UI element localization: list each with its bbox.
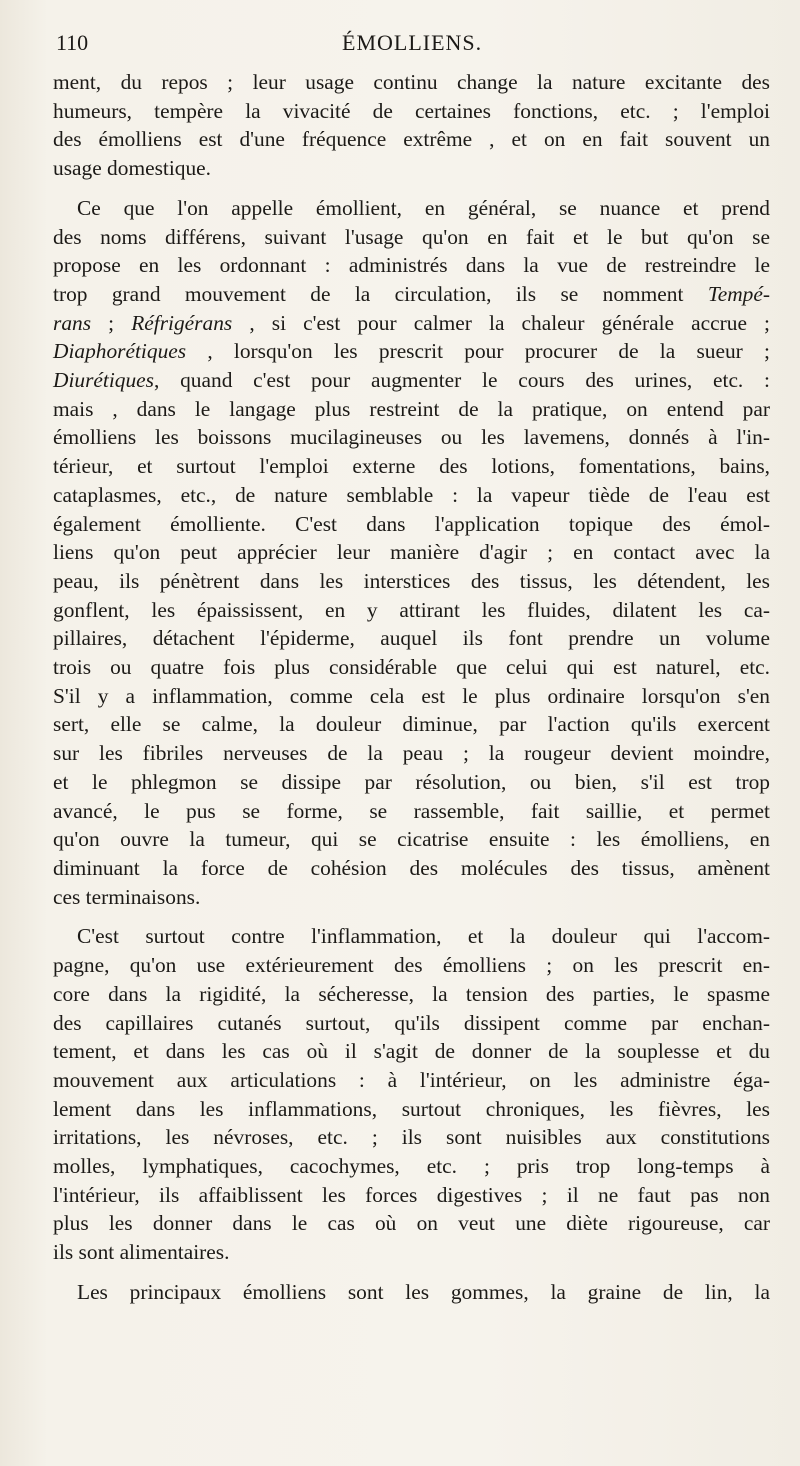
text-line: et le phlegmon se dissipe par résolution, ou bien, s'il est trop xyxy=(53,769,770,794)
text-line: Diaphorétiques , lorsqu'on les prescrit pour procurer de la sueur ; xyxy=(53,339,770,364)
text-line: C'est surtout contre l'inflammation, et la douleur qui l'accom- xyxy=(77,924,770,949)
paragraph-gap xyxy=(53,911,770,922)
text-line: cataplasmes, etc., de nature semblable : la vapeur tiède de l'eau est xyxy=(53,482,770,507)
text-line: irritations, les névroses, etc. ; ils sont nuisibles aux constitutions xyxy=(53,1125,770,1150)
text-line: lement dans les inflammations, surtout chroniques, les fièvres, les xyxy=(53,1096,770,1121)
text-line: des noms différens, suivant l'usage qu'on en fait et le but qu'on se xyxy=(53,224,770,249)
text-line: également émolliente. C'est dans l'application topique des émol- xyxy=(53,511,770,536)
text-line: diminuant la force de cohésion des molécules des tissus, amènent xyxy=(53,855,770,880)
text-line: des émolliens est d'une fréquence extrême , et on en fait souvent un xyxy=(53,127,770,152)
text-line: qu'on ouvre la tumeur, qui se cicatrise ensuite : les émolliens, en xyxy=(53,827,770,852)
text-line: des capillaires cutanés surtout, qu'ils dissipent comme par enchan- xyxy=(53,1010,770,1035)
text-line: sur les fibriles nerveuses de la peau ; la rougeur devient moindre, xyxy=(53,741,770,766)
text-line: tement, et dans les cas où il s'agit de donner de la souplesse et du xyxy=(53,1039,770,1064)
body-text xyxy=(53,68,770,1307)
text-line: Les principaux émolliens sont les gommes, la graine de lin, la xyxy=(77,1279,770,1304)
text-line: Diurétiques, quand c'est pour augmenter le cours des urines, etc. : xyxy=(53,368,770,393)
text-line: trois ou quatre fois plus considérable que celui qui est naturel, etc. xyxy=(53,655,770,680)
text-line: pagne, qu'on use extérieurement des émolliens ; on les prescrit en- xyxy=(53,953,770,978)
text-line: ment, du repos ; leur usage continu change la nature excitante des xyxy=(53,70,770,94)
text-line: mouvement aux articulations : à l'intérieur, on les administre éga- xyxy=(53,1067,770,1092)
page-header xyxy=(56,30,786,60)
text-line: émolliens les boissons mucilagineuses ou les lavemens, donnés à l'in- xyxy=(53,425,770,450)
page-number: 110 xyxy=(56,30,89,55)
paragraph xyxy=(53,922,770,1266)
text-line: sert, elle se calme, la douleur diminue, par l'action qu'ils exercent xyxy=(53,712,770,737)
running-title: ÉMOLLIENS. xyxy=(342,30,483,55)
text-line: térieur, et surtout l'emploi externe des lotions, fomentations, bains, xyxy=(53,454,770,479)
text-line: pillaires, détachent l'épiderme, auquel ils font prendre un volume xyxy=(53,626,770,651)
text-line: molles, lymphatiques, cacochymes, etc. ; pris trop long-temps à xyxy=(53,1154,770,1179)
text-line: trop grand mouvement de la circulation, ils se nomment Tempé- xyxy=(53,281,770,306)
text-line: gonflent, les épaississent, en y attirant les fluides, dilatent les ca- xyxy=(53,597,770,622)
text-line: humeurs, tempère la vivacité de certaines fonctions, etc. ; l'emploi xyxy=(53,98,770,123)
paragraph xyxy=(53,194,770,912)
text-line: S'il y a inflammation, comme cela est le plus ordinaire lorsqu'on s'en xyxy=(53,683,770,708)
text-line: liens qu'on peut apprécier leur manière d'agir ; en contact avec la xyxy=(53,540,770,565)
paragraph-gap xyxy=(53,183,770,194)
text-line: Ce que l'on appelle émollient, en général, se nuance et prend xyxy=(77,195,770,220)
text-line: rans ; Réfrigérans , si c'est pour calmer la chaleur générale accrue ; xyxy=(53,310,770,335)
text-line: usage domestique. xyxy=(53,156,212,181)
text-line: mais , dans le langage plus restreint de la pratique, on entend par xyxy=(53,396,770,421)
text-line: plus les donner dans le cas où on veut une diète rigoureuse, car xyxy=(53,1211,770,1236)
text-line: ils sont alimentaires. xyxy=(53,1240,230,1265)
text-line: l'intérieur, ils affaiblissent les forces digestives ; il ne faut pas non xyxy=(53,1182,770,1207)
text-line: propose en les ordonnant : administrés dans la vue de restreindre le xyxy=(53,253,770,278)
paragraph-gap xyxy=(53,1267,770,1278)
text-line: core dans la rigidité, la sécheresse, la tension des parties, le spasme xyxy=(53,981,770,1006)
text-line: ces terminaisons. xyxy=(53,884,201,909)
text-line: avancé, le pus se forme, se rassemble, fait saillie, et permet xyxy=(53,798,770,823)
text-line: peau, ils pénètrent dans les interstices des tissus, les détendent, les xyxy=(53,568,770,593)
paragraph xyxy=(53,1278,770,1307)
paragraph xyxy=(53,68,770,183)
